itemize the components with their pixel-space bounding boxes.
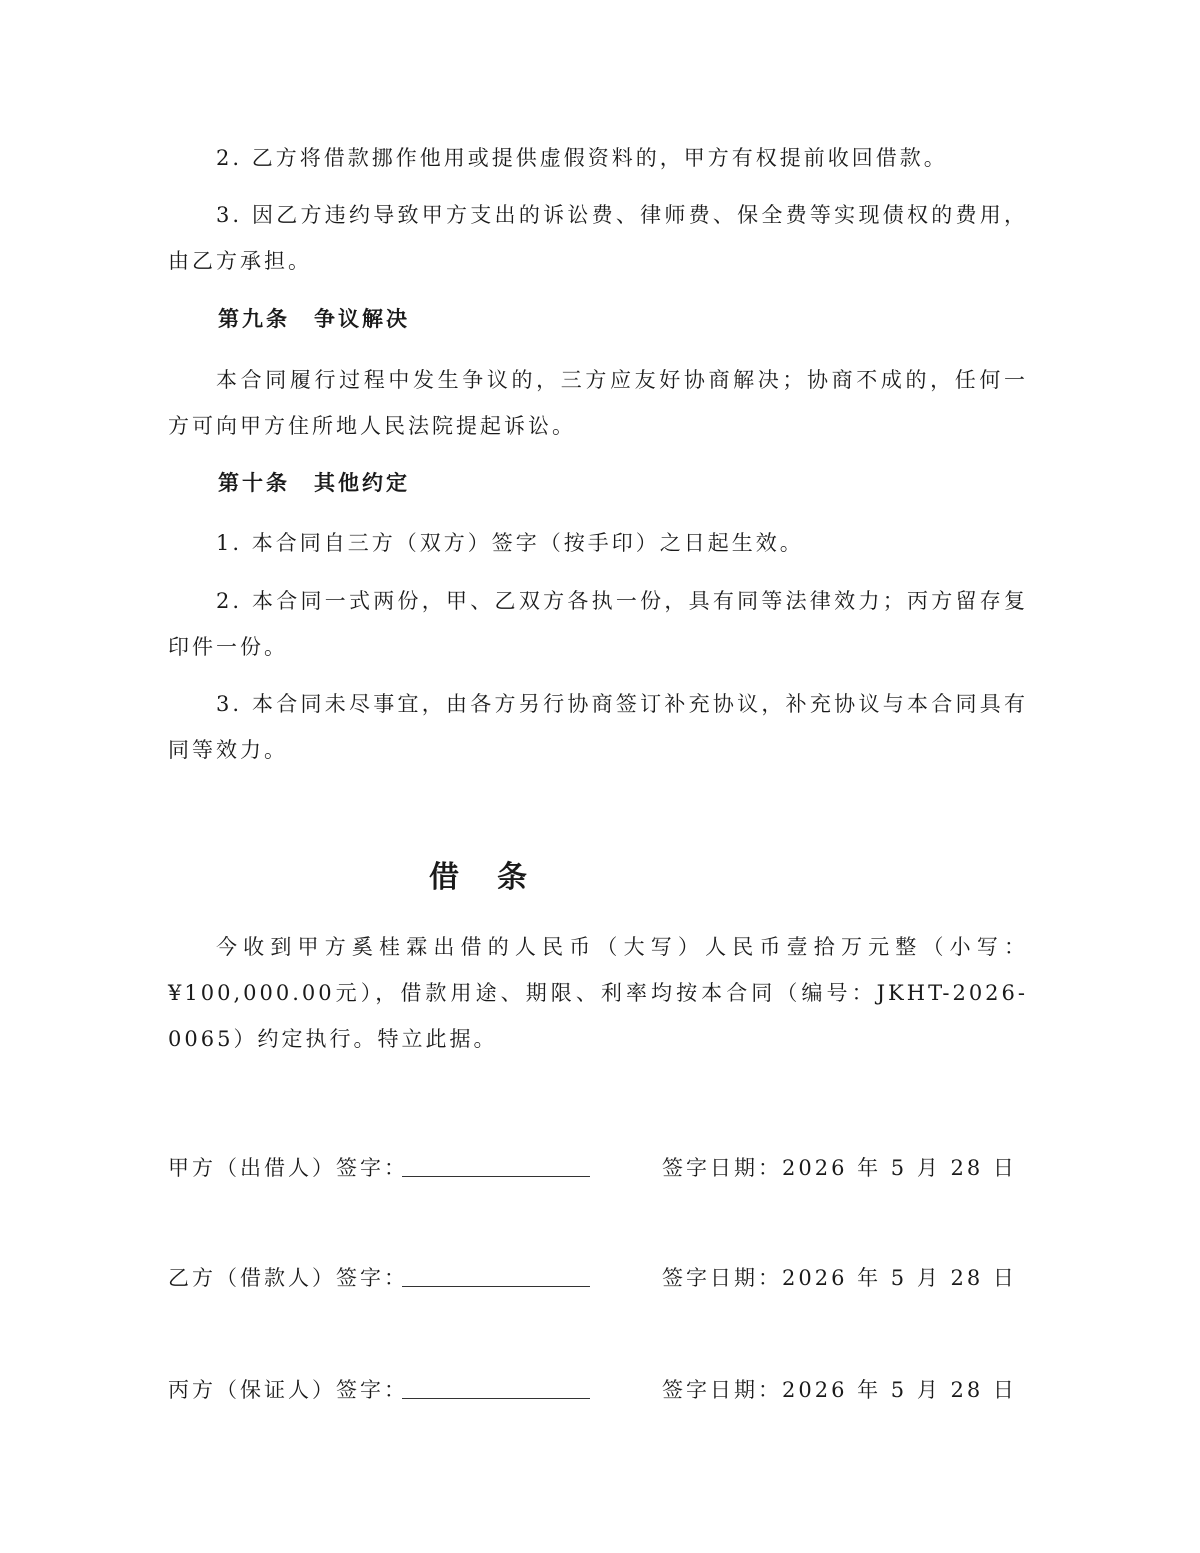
section-body: 本合同履行过程中发生争议的，三方应友好协商解决；协商不成的，任何一方可向甲方住所地人民法院提起诉讼。 bbox=[168, 368, 1028, 438]
article-10-heading bbox=[168, 460, 1028, 506]
clause-text: 2. 乙方将借款挪作他用或提供虚假资料的，甲方有权提前收回借款。 bbox=[216, 146, 948, 170]
signature-date: 签字日期：2026 年 5 月 28 日 bbox=[662, 1378, 1017, 1402]
signature-date: 签字日期：2026 年 5 月 28 日 bbox=[662, 1156, 1017, 1180]
signature-row-lender bbox=[168, 1148, 1028, 1188]
signature-line[interactable] bbox=[402, 1286, 590, 1287]
article-10-item-2 bbox=[168, 578, 1028, 670]
signature-label: 甲方（出借人）签字： bbox=[168, 1156, 408, 1180]
iou-body bbox=[168, 924, 1028, 1062]
article-9-heading bbox=[168, 296, 1028, 342]
signature-line[interactable] bbox=[402, 1176, 590, 1177]
signature-date: 签字日期：2026 年 5 月 28 日 bbox=[662, 1266, 1017, 1290]
signature-line[interactable] bbox=[402, 1398, 590, 1399]
article-9-body bbox=[168, 357, 1028, 449]
article-10-item-3 bbox=[168, 681, 1028, 773]
signature-label: 乙方（借款人）签字： bbox=[168, 1266, 408, 1290]
signature-row-borrower bbox=[168, 1258, 1028, 1298]
iou-title: 借 条 bbox=[429, 860, 531, 895]
list-item: 3. 本合同未尽事宜，由各方另行协商签订补充协议，补充协议与本合同具有同等效力。 bbox=[168, 692, 1028, 762]
article-10-item-1 bbox=[168, 520, 1028, 566]
iou-text: 今收到甲方奚桂霖出借的人民币（大写）人民币壹拾万元整（小写：¥100,000.00元），借款用途、期限、利率均按本合同（编号：JKHT-2026-0065）约定执行。特立此据。 bbox=[168, 935, 1028, 1051]
list-item: 1. 本合同自三方（双方）签字（按手印）之日起生效。 bbox=[216, 531, 804, 555]
signature-row-guarantor bbox=[168, 1370, 1028, 1410]
clause-8-2 bbox=[168, 135, 1028, 181]
section-heading: 第十条 其他约定 bbox=[218, 470, 410, 495]
signature-label: 丙方（保证人）签字： bbox=[168, 1378, 408, 1402]
section-heading: 第九条 争议解决 bbox=[218, 306, 410, 331]
clause-8-3 bbox=[168, 192, 1028, 284]
list-item: 2. 本合同一式两份，甲、乙双方各执一份，具有同等法律效力；丙方留存复印件一份。 bbox=[168, 589, 1028, 659]
clause-text: 3. 因乙方违约导致甲方支出的诉讼费、律师费、保全费等实现债权的费用，由乙方承担。 bbox=[168, 203, 1028, 273]
